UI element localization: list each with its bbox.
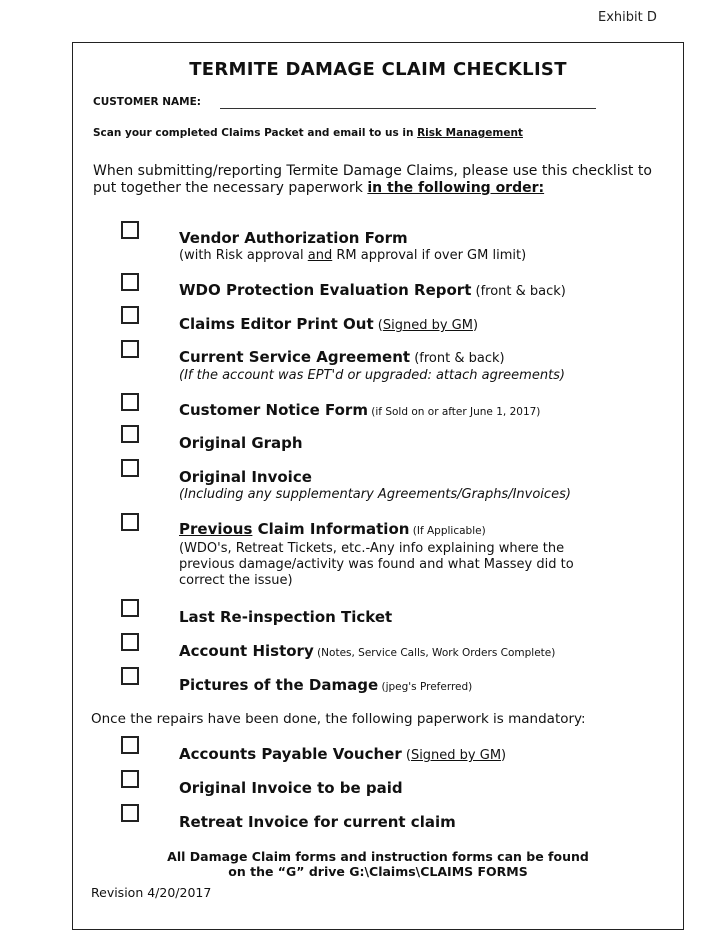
checkbox-account-history[interactable] <box>121 633 139 651</box>
item-original-graph: Original Graph <box>179 434 303 452</box>
checkbox-original-graph[interactable] <box>121 425 139 443</box>
checkbox-wdo-report[interactable] <box>121 273 139 291</box>
item-account-history: Account History (Notes, Service Calls, Work Orders Complete) <box>179 642 556 660</box>
item-vendor-authorization: Vendor Authorization Form (with Risk approval and RM approval if over GM limit) <box>179 229 527 263</box>
intro-paragraph: When submitting/reporting Termite Damage Claims, please use this checklist to put together the necessary paperwork in the following order: <box>93 163 652 196</box>
scan-instruction: Scan your completed Claims Packet and email to us in Risk Management <box>93 127 523 139</box>
checkbox-vendor-authorization[interactable] <box>121 221 139 239</box>
item-pictures: Pictures of the Damage (jpeg's Preferred) <box>179 676 473 694</box>
mandatory-note: Once the repairs have been done, the following paperwork is mandatory: <box>91 711 586 727</box>
checkbox-reinspection[interactable] <box>121 599 139 617</box>
page-title: TERMITE DAMAGE CLAIM CHECKLIST <box>189 59 567 80</box>
item-reinspection: Last Re-inspection Ticket <box>179 608 393 626</box>
exhibit-label: Exhibit D <box>598 10 657 25</box>
checkbox-claims-editor[interactable] <box>121 306 139 324</box>
footer-note: All Damage Claim forms and instruction forms can be found on the “G” drive G:\Claims\CLAIMS FORMS <box>167 849 589 879</box>
checkbox-previous-claim[interactable] <box>121 513 139 531</box>
checkbox-customer-notice[interactable] <box>121 393 139 411</box>
customer-name-line <box>220 108 596 109</box>
checkbox-retreat-invoice[interactable] <box>121 804 139 822</box>
item-retreat-invoice: Retreat Invoice for current claim <box>179 813 456 831</box>
checkbox-service-agreement[interactable] <box>121 340 139 358</box>
revision-date: Revision 4/20/2017 <box>91 885 212 900</box>
item-claims-editor: Claims Editor Print Out (Signed by GM) <box>179 315 479 333</box>
checklist-frame <box>72 42 684 930</box>
risk-management-text: Risk Management <box>417 127 523 139</box>
item-wdo-report: WDO Protection Evaluation Report (front & back) <box>179 281 566 299</box>
checkbox-original-invoice[interactable] <box>121 459 139 477</box>
item-service-agreement: Current Service Agreement (front & back) (If the account was EPT'd or upgraded: attach agreements) <box>179 348 566 383</box>
item-invoice-to-be-paid: Original Invoice to be paid <box>179 779 403 797</box>
checkbox-invoice-to-be-paid[interactable] <box>121 770 139 788</box>
item-original-invoice: Original Invoice (Including any supplementary Agreements/Graphs/Invoices) <box>179 468 571 502</box>
item-previous-claim: Previous Claim Information (If Applicable) (WDO's, Retreat Tickets, etc.-Any info explaining where the previous damage/activity was found and what Massey did to correct the issue) <box>179 520 574 588</box>
customer-name-label: CUSTOMER NAME: <box>93 96 201 108</box>
checkbox-pictures[interactable] <box>121 667 139 685</box>
item-accounts-payable: Accounts Payable Voucher (Signed by GM) <box>179 745 507 763</box>
item-customer-notice: Customer Notice Form (if Sold on or after June 1, 2017) <box>179 401 541 419</box>
checkbox-accounts-payable[interactable] <box>121 736 139 754</box>
